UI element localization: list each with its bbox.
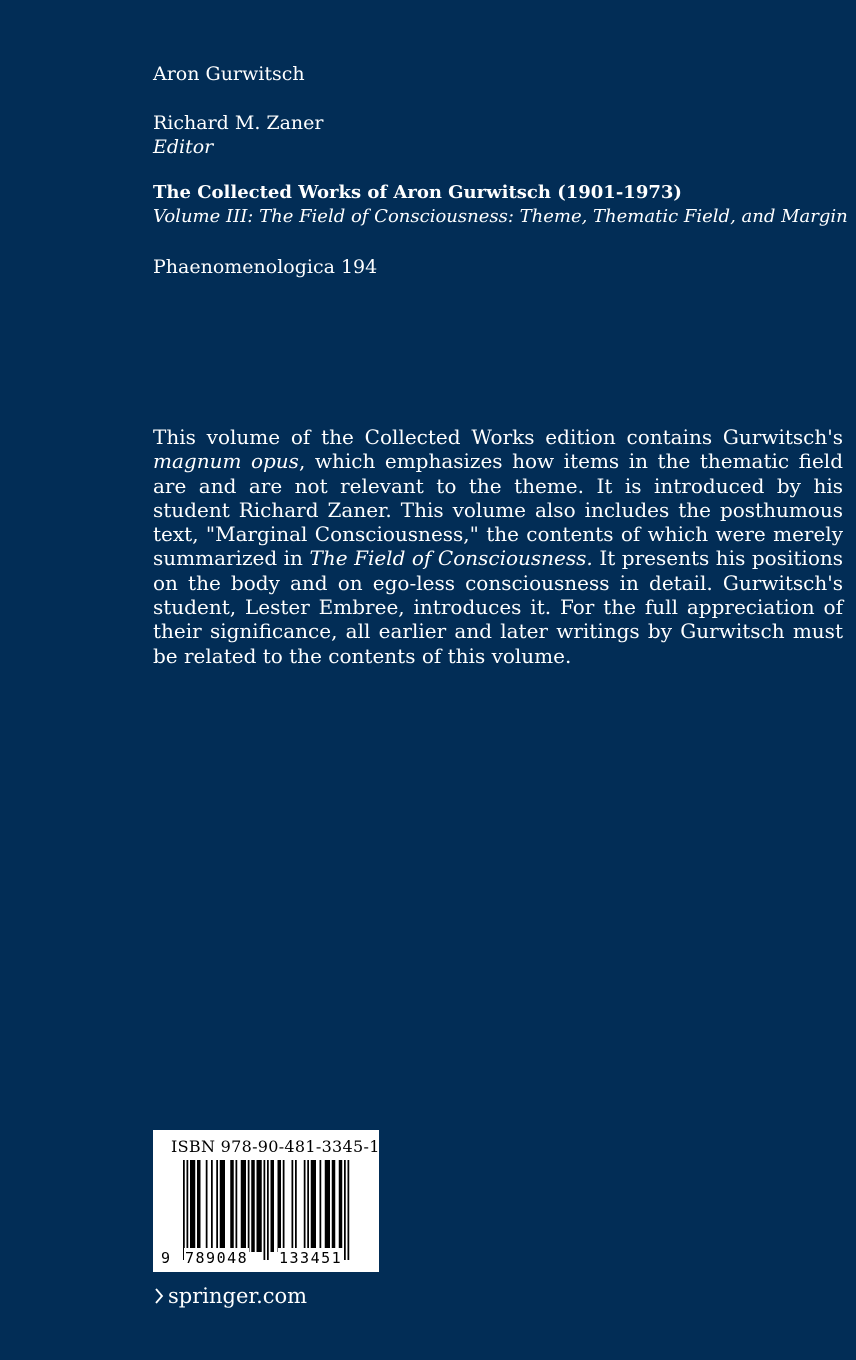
series-title: The Collected Works of Aron Gurwitsch (1901-1973) [153, 182, 682, 203]
publisher-website[interactable]: springer.com [168, 1284, 308, 1308]
barcode-bar [264, 1160, 266, 1260]
series-collection: Phaenomenologica 194 [153, 256, 378, 278]
barcode-bar [325, 1160, 330, 1252]
isbn-label: ISBN 978-90-481-3345-1 [171, 1137, 380, 1156]
barcode-bar [295, 1160, 297, 1252]
barcode-bar [206, 1160, 208, 1252]
barcode-bar [311, 1160, 316, 1252]
barcode-bar [283, 1160, 285, 1252]
barcode-bar [332, 1160, 336, 1252]
barcode-bar [236, 1160, 238, 1252]
barcode-bar [304, 1160, 306, 1252]
barcode-bar [230, 1160, 234, 1252]
author-name: Aron Gurwitsch [153, 63, 305, 85]
barcode-digits [153, 1248, 379, 1268]
barcode-digits-right: 133451 [279, 1249, 343, 1267]
barcode-bar [292, 1160, 294, 1252]
barcode-bar [216, 1160, 218, 1252]
barcode-bar [271, 1160, 275, 1252]
barcode-bar [320, 1160, 322, 1252]
barcode-bar [241, 1160, 246, 1252]
description-text-2: , which emphasizes how items in the thematic field are and are not relevant to the theme. It is introduced by his student Richard Zaner. This volume also includes the posthumous text, "Marginal Consciousness," the contents of which were merely summarized in [153, 449, 844, 571]
barcode-bar [278, 1160, 282, 1252]
book-description [153, 425, 843, 668]
barcode-bar [307, 1160, 309, 1252]
barcode-bar [348, 1160, 350, 1260]
barcode-bar [257, 1160, 262, 1252]
barcode-digit-first: 9 [161, 1249, 171, 1267]
description-text-1: This volume of the Collected Works edition contains Gurwitsch's [153, 425, 843, 449]
series-block [153, 181, 848, 229]
isbn-barcode [153, 1130, 379, 1272]
chevron-right-icon [153, 1287, 165, 1305]
barcode-bar [248, 1160, 250, 1252]
barcode-bar [344, 1160, 346, 1260]
volume-title: Volume III: The Field of Consciousness: Theme, Thematic Field, and Margin [153, 206, 848, 227]
barcode-bar [211, 1160, 213, 1252]
description-italic-2: The Field of Consciousness. [309, 546, 593, 571]
barcode-bar [183, 1160, 185, 1260]
barcode-digits-left: 789048 [185, 1249, 249, 1267]
description-italic-1: magnum opus [153, 449, 299, 474]
barcode-bar [190, 1160, 195, 1252]
barcode-bar [339, 1160, 343, 1252]
editor-name: Richard M. Zaner [153, 112, 324, 134]
description-text-3: It presents his positions on the body and on ego-less consciousness in detail. Gurwitsch's student, Lester Embree, introduces it. For the full appreciation of their significance, all earlier and later writings by Gurwitsch must be related to the contents of this volume. [153, 546, 844, 668]
barcode-bar [267, 1160, 269, 1260]
barcode-bar [220, 1160, 225, 1252]
editor-block [153, 111, 324, 159]
barcode-bar [187, 1160, 189, 1260]
editor-role: Editor [153, 136, 214, 158]
barcode-bar [197, 1160, 201, 1252]
publisher-link[interactable] [153, 1282, 307, 1310]
barcode-bar [251, 1160, 255, 1252]
